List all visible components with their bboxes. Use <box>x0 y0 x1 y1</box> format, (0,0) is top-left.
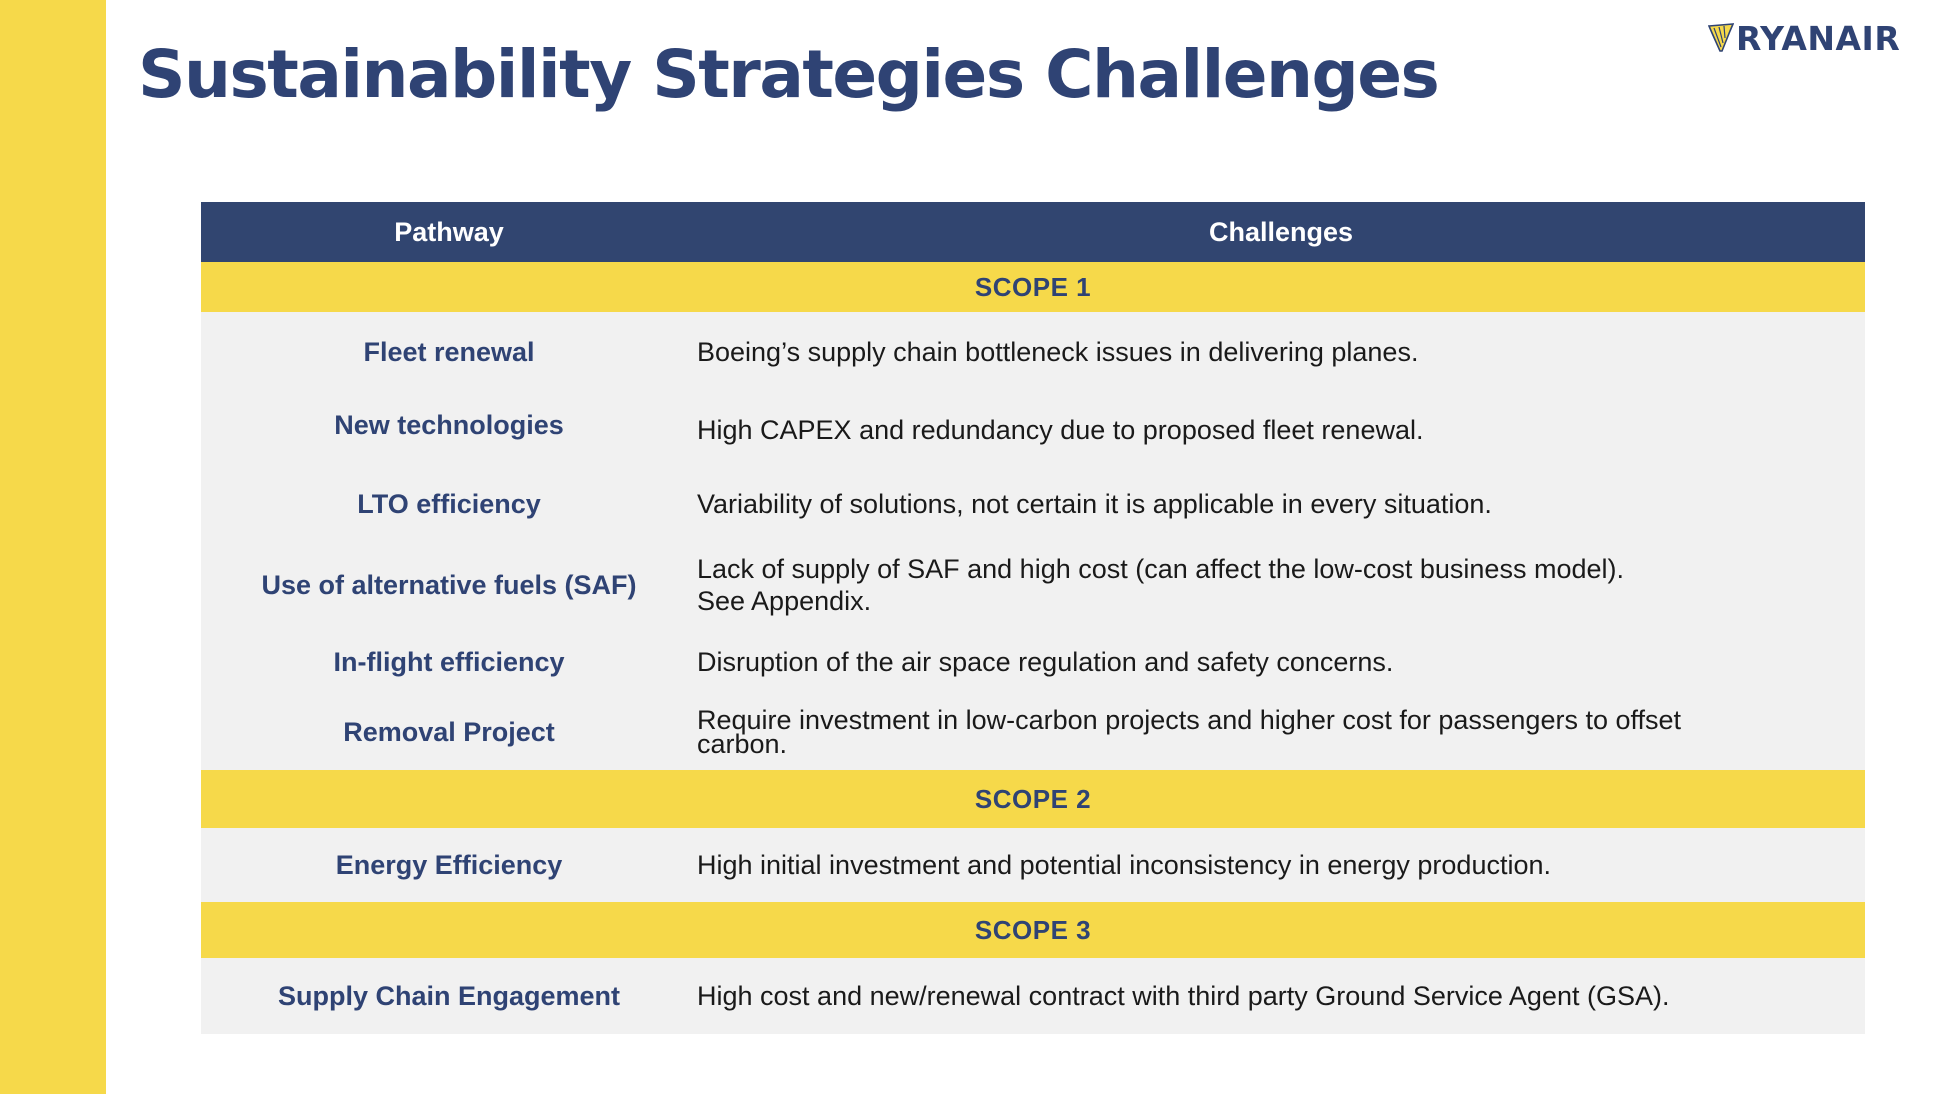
challenge-line: Lack of supply of SAF and high cost (can affect the low-cost business model). <box>697 554 1624 584</box>
table-row <box>201 540 1865 630</box>
challenge-cell <box>697 553 1865 617</box>
challenge-cell: High cost and new/renewal contract with third party Ground Service Agent (GSA). <box>697 981 1670 1011</box>
challenges-table <box>201 202 1865 1034</box>
logo-wordmark: RYANAIR <box>1736 18 1901 58</box>
ryanair-logo <box>1708 16 1900 60</box>
scope-row <box>201 770 1865 828</box>
scope-label: SCOPE 1 <box>974 271 1092 302</box>
challenge-line: See Appendix. <box>697 586 872 616</box>
table-row <box>201 630 1865 694</box>
challenge-line: Require investment in low-carbon projects and higher cost for passengers to offset <box>697 705 1682 735</box>
scope-label: SCOPE 2 <box>974 783 1092 814</box>
pathway-cell: Use of alternative fuels (SAF) <box>261 569 637 600</box>
pathway-cell: New technologies <box>334 409 564 440</box>
table-header-row <box>201 202 1865 262</box>
table-row <box>201 312 1865 392</box>
challenge-line: carbon. <box>697 729 788 759</box>
table-row <box>201 828 1865 902</box>
challenge-cell: High CAPEX and redundancy due to proposed fleet renewal. <box>697 415 1424 445</box>
challenge-cell: Variability of solutions, not certain it is applicable in every situation. <box>697 489 1492 519</box>
slide-title: Sustainability Strategies Challenges <box>138 36 1439 113</box>
challenge-cell: Boeing’s supply chain bottleneck issues in delivering planes. <box>697 337 1419 367</box>
header-pathway: Pathway <box>394 216 504 247</box>
scope-label: SCOPE 3 <box>974 914 1092 945</box>
pathway-cell: In-flight efficiency <box>333 646 565 677</box>
harp-icon <box>1708 23 1734 53</box>
table-row <box>201 392 1865 468</box>
challenge-cell: High initial investment and potential inconsistency in energy production. <box>697 850 1551 880</box>
challenge-cell: Disruption of the air space regulation and safety concerns. <box>697 647 1394 677</box>
pathway-cell: Supply Chain Engagement <box>277 980 621 1011</box>
challenge-cell <box>697 705 1865 759</box>
side-accent-bar <box>0 0 106 1094</box>
pathway-cell: Removal Project <box>343 716 555 747</box>
pathway-cell: Fleet renewal <box>363 336 535 367</box>
scope-row <box>201 262 1865 312</box>
table-row <box>201 958 1865 1034</box>
pathway-cell: Energy Efficiency <box>335 849 563 880</box>
scope-row <box>201 902 1865 958</box>
pathway-cell: LTO efficiency <box>357 488 541 519</box>
table-row <box>201 468 1865 540</box>
header-challenges: Challenges <box>1208 216 1354 247</box>
table-row <box>201 694 1865 770</box>
